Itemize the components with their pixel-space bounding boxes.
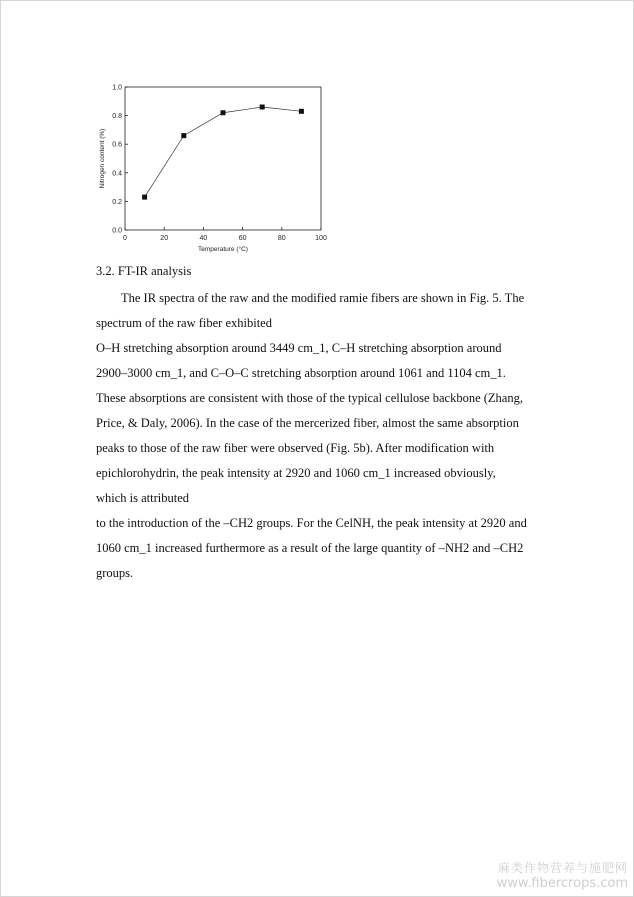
y-axis-label: Nitrogen content (%) — [99, 128, 106, 189]
y-tick-label: 0.6 — [112, 141, 122, 149]
plot-frame — [125, 87, 321, 230]
nitrogen-content-chart — [96, 80, 332, 260]
text-line: to the introduction of the –CH2 groups. For the CelNH, the peak intensity at 2920 and — [96, 516, 527, 530]
data-point — [299, 109, 304, 114]
paragraph-3 — [96, 511, 542, 586]
text-line: which is attributed — [96, 491, 190, 505]
text-line: 1060 cm_1 increased furthermore as a result of the large quantity of –NH2 and –CH2 — [96, 541, 524, 555]
data-point — [181, 133, 186, 138]
watermark-url: www.fibercrops.com — [496, 876, 628, 891]
text-line: spectrum of the raw fiber exhibited — [96, 316, 272, 330]
paragraph-2 — [96, 336, 542, 511]
x-tick-label: 40 — [199, 235, 208, 242]
text-line: O–H stretching absorption around 3449 cm_1, C–H stretching absorption around — [96, 341, 502, 355]
y-tick-label: 0.2 — [112, 198, 122, 206]
paragraph-1 — [96, 286, 542, 336]
section-heading: 3.2. FT-IR analysis — [96, 264, 192, 278]
x-tick-label: 60 — [238, 235, 247, 242]
x-tick-label: 80 — [277, 235, 286, 242]
data-point — [260, 105, 265, 110]
text-line: These absorptions are consistent with those of the typical cellulose backbone (Zhang, — [96, 391, 523, 405]
data-series-line — [145, 107, 302, 197]
data-point — [221, 110, 226, 115]
y-tick-label: 0.8 — [112, 113, 122, 121]
data-point — [142, 195, 147, 200]
x-tick-label: 0 — [123, 235, 127, 242]
text-line: Price, & Daly, 2006). In the case of the mercerized fiber, almost the same absorption — [96, 416, 519, 430]
body-text — [96, 286, 542, 586]
y-tick-label: 1.0 — [112, 84, 122, 92]
text-line: epichlorohydrin, the peak intensity at 2920 and 1060 cm_1 increased obviously, — [96, 466, 496, 480]
text-line: groups. — [96, 566, 134, 580]
y-tick-label: 0.4 — [112, 170, 122, 178]
x-axis-label: Temperature (°C) — [198, 246, 248, 253]
x-tick-label: 100 — [315, 235, 327, 242]
site-watermark — [497, 861, 628, 891]
y-tick-label: 0.0 — [112, 227, 122, 235]
x-tick-label: 20 — [160, 235, 169, 242]
text-line: 2900–3000 cm_1, and C–O–C stretching absorption around 1061 and 1104 cm_1. — [96, 366, 506, 380]
watermark-chinese: 麻类作物营养与施肥网 — [497, 861, 628, 875]
chart-svg — [96, 80, 332, 260]
text-line: The IR spectra of the raw and the modified ramie fibers are shown in Fig. 5. The — [121, 291, 525, 305]
text-line: peaks to those of the raw fiber were observed (Fig. 5b). After modification with — [96, 441, 495, 455]
